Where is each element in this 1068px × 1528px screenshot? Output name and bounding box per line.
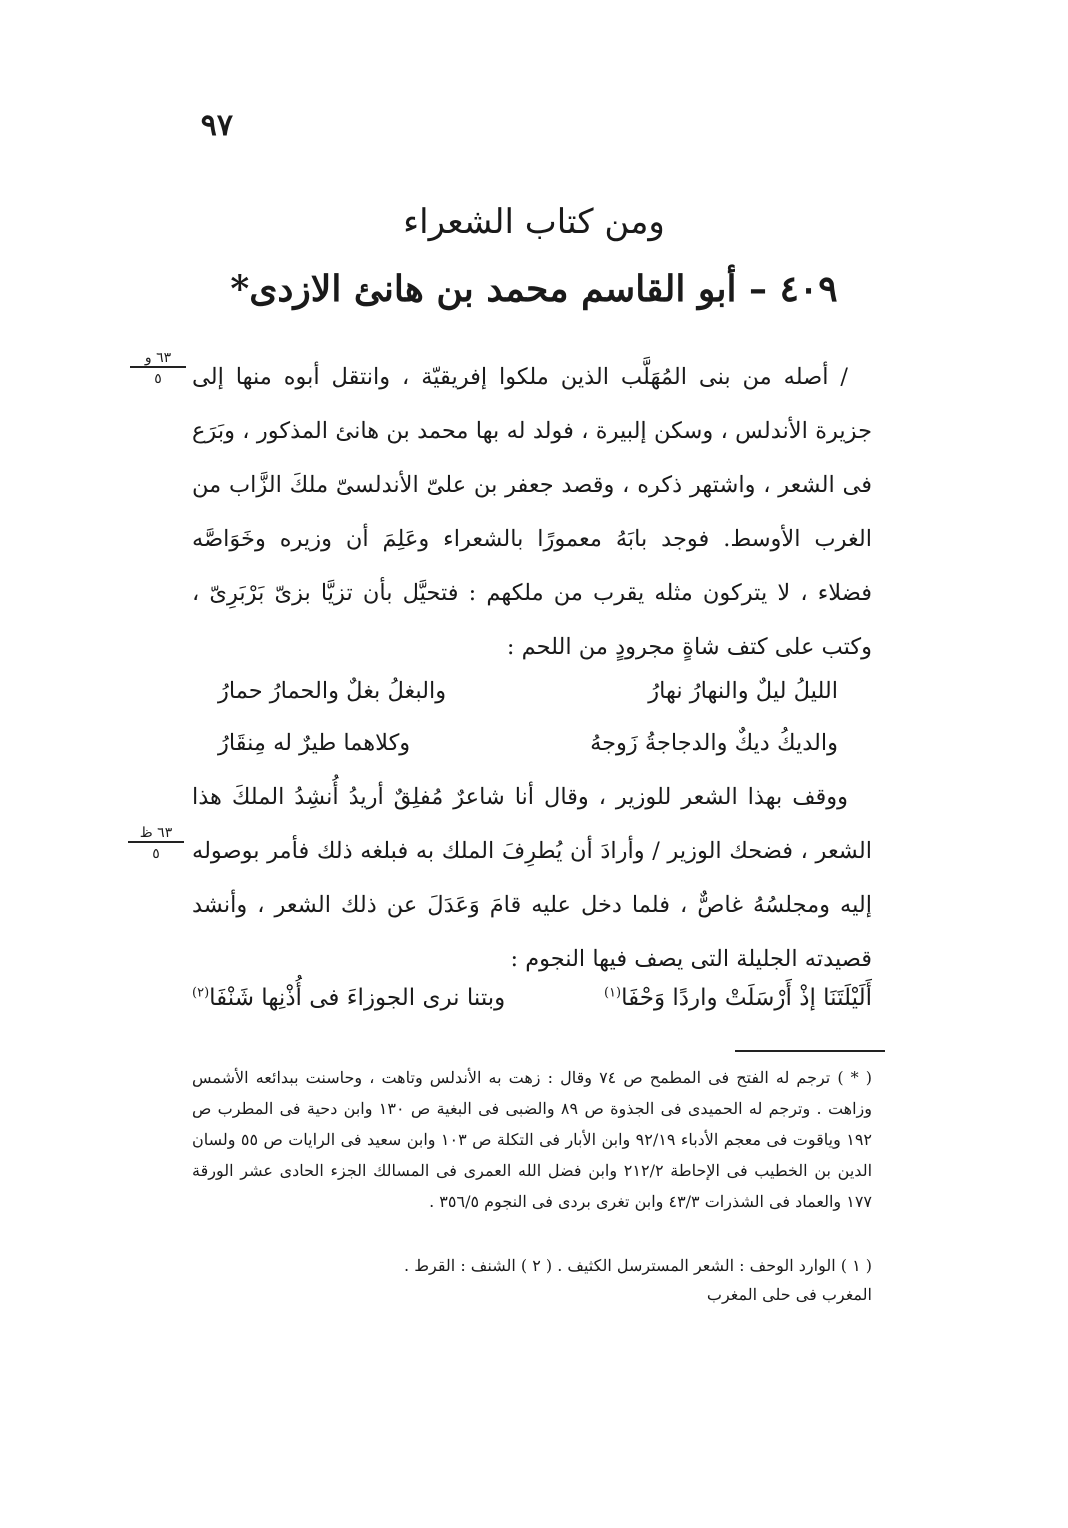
verse-hemistich-left (192, 985, 505, 1011)
running-footer: المغرب فى حلى المغرب (706, 1285, 872, 1304)
verse-line-1 (218, 665, 838, 717)
verse-hemistich-right: الليلُ ليلٌ والنهارُ نهارُ (648, 678, 838, 704)
body-paragraph-1: / أصله من بنى المُهَلَّب الذين ملكوا إفريقيّة ، وانتقل أبوه منها إلى جزيرة الأندلس ، وسكن إلبيرة ، فولد له بها محمد بن هانئ المذكور ، وبَرَع فى الشعر ، واشتهر ذكره ، وقصد جعفر بن علىّ الأندلسىّ ملكَ الزَّاب من الغرب الأوسط. فوجد بابَهُ معمورًا بالشعراء وعَلِمَ أن وزيره وخَوَاصَّه فضلاء ، لا يتركون مثله يقرب من ملكهم : فتحيَّل بأن تزيَّا بزىّ بَرْبَرِىّ ، وكتب على كتف شاةٍ مجرودٍ من اللحم : (192, 364, 872, 660)
verse-line-2 (218, 717, 838, 769)
footnote-glosses: ( ١ ) الوارد الوحف : الشعر المسترسل الكثيف . ( ٢ ) الشنف : القرط . (404, 1256, 872, 1275)
verse-text: أَلَيْلَتَنَا إذْ أَرْسَلَتْ واردًا وَحْفَا (621, 985, 872, 1011)
footnote-marker-1: (١) (603, 985, 622, 1001)
margin-folio-ref-1 (130, 350, 186, 387)
section-title: ومن كتاب الشعراء (403, 202, 665, 242)
margin-folio-top: ٦٣ و (144, 350, 172, 366)
footnote-rule (735, 1050, 885, 1052)
footnote-star (192, 1062, 872, 1217)
margin-folio-bottom: ٥ (130, 366, 186, 387)
page-number: ٩٧ (200, 108, 233, 143)
verse-hemistich-left: والبغلُ بغلٌ والحمارُ حمارُ (218, 678, 447, 704)
biography-paragraph (192, 350, 872, 674)
footnote-star-text: ( * ) ترجم له الفتح فى المطمح ص ٧٤ وقال : زهت به الأندلس وتاهت ، وحاسنت ببدائعه الأشمس وزاهت . وترجم له الحميدى فى الجذوة ص ٨٩ والضبى فى البغية ص ١٣٠ وابن دحية فى المطرب ص ١٩٢ وياقوت فى معجم الأدباء ٩٢/١٩ وابن الأبار فى التكلة ص ١٠٣ وابن سعيد فى الرايات ص ٥٥ ولسان الدين بن الخطيب فى الإحاطة ٢١٢/٢ وابن فضل الله العمرى فى المسالك الجزء الحادى عشر الورقة ١٧٧ والعماد فى الشذرات ٤٣/٣ وابن تغرى بردى فى النجوم ٣٥٦/٥ . (192, 1068, 873, 1211)
verse-text: وبتنا نرى الجوزاءَ فى أُذْنِها شَنْفَا (209, 985, 506, 1011)
verse-hemistich-right (604, 985, 872, 1011)
entry-title: ٤٠٩ – أبو القاسم محمد بن هانئ الازدى* (230, 268, 838, 310)
margin-folio-bottom: ٥ (128, 841, 184, 862)
verse-hemistich-right: والديكُ ديكٌ والدجاجةُ زَوجهُ (590, 730, 838, 756)
footnote-marker-2: (٢) (192, 985, 210, 1001)
body-paragraph-2: ووقف بهذا الشعر للوزير ، وقال أنا شاعرٌ مُفلِقٌ أريدُ أُنشِدُ الملكَ هذا الشعر ، فضحك الوزير / وأرادَ أن يُطرِفَ الملك به فبلغه ذلك فأمر بوصوله إليه ومجلسُهُ غاصٌّ ، فلما دخل عليه قامَ وَعَدَلَ عن ذلك الشعر ، وأنشد قصيدته الجليلة التى يصف فيها النجوم : (192, 784, 872, 972)
final-verse-line (192, 985, 872, 1011)
narrative-paragraph (192, 770, 872, 986)
verse-block (218, 665, 838, 769)
margin-folio-top: ٦٣ ظ (139, 825, 173, 841)
margin-folio-ref-2 (128, 825, 184, 862)
verse-hemistich-left: وكلاهما طيرٌ له مِنقَارُ (218, 730, 411, 756)
